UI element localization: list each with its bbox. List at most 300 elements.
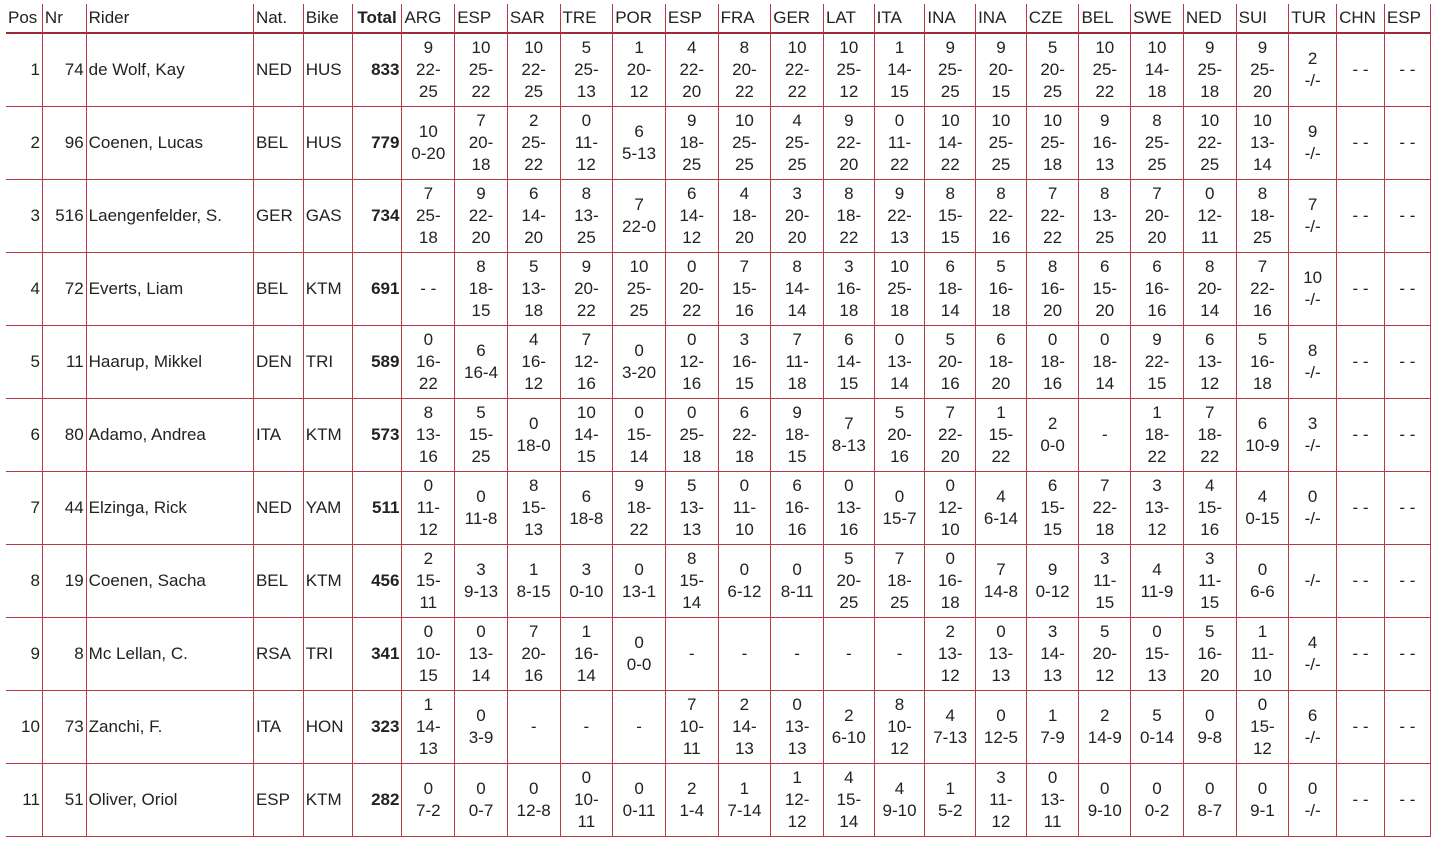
race-heat-results: 25: [890, 593, 909, 612]
header-nr[interactable]: Nr: [43, 4, 87, 34]
race-points: 10: [1303, 268, 1323, 287]
rider-name-cell[interactable]: Laengenfelder, S.: [87, 180, 254, 253]
race-heat-results: 20: [734, 228, 754, 247]
bike-brand-cell: KTM: [304, 764, 353, 837]
race-result-cell: [1131, 253, 1184, 326]
rider-number-cell: 8: [43, 618, 87, 691]
race-heat-results: 13-: [1197, 352, 1223, 371]
race-heat-results: 7-2: [416, 801, 441, 820]
race-heat-results: -: [896, 644, 903, 663]
race-points: 1: [581, 622, 592, 641]
race-points: 7: [581, 330, 592, 349]
race-result-cell: [875, 326, 926, 399]
race-result-cell: [402, 34, 455, 107]
race-points: 0: [423, 622, 434, 641]
race-heat-results: 13-: [1144, 498, 1170, 517]
race-heat-results: 20-: [1040, 60, 1065, 79]
header-race-11[interactable]: INA: [976, 4, 1027, 34]
race-points: 2: [739, 695, 750, 714]
race-heat-results: 25-: [626, 279, 652, 298]
race-result-cell: [1289, 691, 1337, 764]
rider-number-cell: 96: [43, 107, 87, 180]
rider-name-cell[interactable]: Mc Lellan, C.: [87, 618, 254, 691]
race-heat-results: 25: [471, 447, 491, 466]
race-heat-results: 14-: [784, 279, 810, 298]
race-result-cell: [1184, 253, 1237, 326]
race-heat-results: 11-: [989, 790, 1013, 809]
race-result-cell: [824, 180, 875, 253]
rider-name-cell[interactable]: Oliver, Oriol: [87, 764, 254, 837]
total-points-cell: 691: [353, 253, 403, 326]
race-points: 4: [528, 330, 539, 349]
race-points: 5: [1100, 622, 1110, 641]
race-points: 0: [1307, 487, 1318, 506]
race-heat-results: 11-: [416, 498, 440, 517]
race-result-cell: [1385, 618, 1431, 691]
race-heat-results: 14-: [574, 425, 599, 444]
race-result-cell: [719, 107, 772, 180]
bike-brand-cell: YAM: [304, 472, 353, 545]
race-result-cell: [402, 107, 455, 180]
race-heat-results: 0-20: [411, 144, 446, 163]
race-heat-results: 13: [1147, 666, 1167, 685]
race-heat-results: 18-: [836, 206, 862, 225]
race-points: 0: [581, 111, 592, 130]
race-points: 5: [844, 549, 854, 568]
race-heat-results: 16-: [574, 644, 599, 663]
rider-name-cell[interactable]: Coenen, Lucas: [87, 107, 254, 180]
race-heat-results: - -: [1399, 644, 1416, 663]
race-points: 8: [894, 695, 905, 714]
table-row: [6, 399, 1431, 472]
race-heat-results: 22-: [836, 133, 862, 152]
race-points: 0: [634, 633, 644, 652]
race-heat-results: 12: [1200, 374, 1220, 393]
race-result-cell: [455, 107, 508, 180]
race-heat-results: 20: [524, 228, 544, 247]
race-points: 10: [787, 38, 807, 57]
race-result-cell: [1385, 545, 1431, 618]
race-heat-results: 9-10: [1087, 801, 1122, 820]
race-points: 8: [423, 403, 434, 422]
race-result-cell: [508, 326, 561, 399]
race-result-cell: [508, 399, 561, 472]
rider-name-cell[interactable]: Zanchi, F.: [87, 691, 254, 764]
race-points: 0: [945, 549, 955, 568]
race-result-cell: [771, 764, 824, 837]
header-total[interactable]: Total: [353, 4, 403, 34]
race-heat-results: 14: [682, 593, 702, 612]
race-heat-results: 12: [524, 374, 544, 393]
race-result-cell: [719, 180, 772, 253]
rider-name-cell[interactable]: Haarup, Mikkel: [87, 326, 254, 399]
race-result-cell: [1337, 34, 1385, 107]
race-heat-results: 16: [576, 374, 596, 393]
race-result-cell: [666, 34, 719, 107]
header-race-14[interactable]: SWE: [1131, 4, 1184, 34]
race-heat-results: -/-: [1304, 728, 1321, 747]
race-heat-results: 22: [1200, 447, 1220, 466]
race-points: 1: [894, 38, 905, 57]
race-heat-results: 25: [940, 82, 960, 101]
race-result-cell: [1289, 764, 1337, 837]
race-heat-results: 12: [629, 82, 649, 101]
race-result-cell: [1079, 326, 1131, 399]
race-result-cell: [1237, 326, 1290, 399]
race-points: 4: [739, 184, 750, 203]
race-heat-results: 3-9: [468, 728, 494, 747]
race-heat-results: 11: [419, 593, 438, 612]
race-points: 7: [634, 195, 644, 214]
header-race-3[interactable]: TRE: [561, 4, 614, 34]
race-result-cell: [1385, 472, 1431, 545]
race-heat-results: 15: [418, 666, 438, 685]
race-heat-results: 11-: [574, 133, 599, 152]
race-result-cell: [1079, 180, 1131, 253]
race-heat-results: 13-: [887, 352, 912, 371]
race-points: 5: [528, 257, 539, 276]
race-result-cell: [1079, 472, 1131, 545]
race-heat-results: 22: [1095, 82, 1115, 101]
race-heat-results: 16: [1252, 301, 1272, 320]
rider-name-cell[interactable]: Coenen, Sacha: [87, 545, 254, 618]
race-result-cell: [508, 545, 561, 618]
race-heat-results: 16: [682, 374, 702, 393]
race-heat-results: 12-: [1197, 206, 1223, 225]
race-heat-results: 14: [1200, 301, 1220, 320]
header-race-1[interactable]: ESP: [455, 4, 508, 34]
race-result-cell: [976, 326, 1027, 399]
race-points: 7: [894, 549, 905, 568]
race-result-cell: [1385, 34, 1431, 107]
race-result-cell: [1131, 326, 1184, 399]
race-points: 4: [1205, 476, 1215, 495]
header-race-19[interactable]: ESP: [1385, 4, 1431, 34]
race-result-cell: [824, 253, 875, 326]
race-heat-results: 25-: [679, 425, 705, 444]
race-points: 0: [894, 487, 905, 506]
race-heat-results: -: [794, 644, 800, 663]
race-heat-results: 22-: [937, 425, 963, 444]
race-result-cell: [666, 691, 719, 764]
header-race-17[interactable]: TUR: [1289, 4, 1337, 34]
race-result-cell: [561, 764, 614, 837]
header-race-6[interactable]: FRA: [719, 4, 772, 34]
race-points: 7: [844, 414, 854, 433]
header-race-4[interactable]: POR: [613, 4, 666, 34]
total-points-cell: 573: [353, 399, 403, 472]
race-heat-results: 18-: [784, 425, 810, 444]
race-heat-results: 20-: [468, 133, 494, 152]
race-result-cell: [561, 618, 614, 691]
position-cell: 4: [6, 253, 43, 326]
total-points-cell: 589: [353, 326, 403, 399]
race-points: 3: [792, 184, 802, 203]
race-heat-results: 16: [524, 666, 544, 685]
race-result-cell: [976, 545, 1027, 618]
race-points: 0: [476, 622, 486, 641]
race-heat-results: 9-10: [882, 801, 917, 820]
race-heat-results: 12: [1252, 739, 1272, 758]
race-heat-results: 20-: [679, 279, 705, 298]
race-points: 8: [528, 476, 539, 495]
race-result-cell: [613, 691, 666, 764]
header-race-9[interactable]: ITA: [875, 4, 926, 34]
race-heat-results: 15: [890, 82, 909, 101]
race-points: 0: [528, 779, 539, 798]
header-rider[interactable]: Rider: [87, 4, 254, 34]
race-heat-results: 15: [471, 301, 491, 320]
race-result-cell: [976, 691, 1027, 764]
header-race-16[interactable]: SUI: [1237, 4, 1290, 34]
race-heat-results: - -: [1352, 425, 1369, 444]
race-points: 2: [844, 706, 854, 725]
race-result-cell: [771, 34, 824, 107]
bike-brand-cell: KTM: [304, 545, 353, 618]
race-heat-results: 13-: [1092, 206, 1118, 225]
header-nat[interactable]: Nat.: [254, 4, 304, 34]
race-result-cell: [824, 545, 875, 618]
race-heat-results: 15: [991, 82, 1011, 101]
race-points: 6: [581, 487, 592, 506]
bike-brand-cell: KTM: [304, 253, 353, 326]
race-heat-results: 13-: [521, 279, 546, 298]
header-race-10[interactable]: INA: [925, 4, 976, 34]
bike-brand-cell: HUS: [304, 34, 353, 107]
race-heat-results: 13-: [988, 644, 1014, 663]
race-heat-results: 16: [839, 520, 859, 539]
race-heat-results: -/-: [1304, 217, 1321, 236]
header-pos[interactable]: Pos: [6, 4, 43, 34]
race-heat-results: 13: [890, 228, 909, 247]
race-points: 7: [1152, 184, 1162, 203]
position-cell: 10: [6, 691, 43, 764]
total-points-cell: 341: [353, 618, 403, 691]
race-points: 4: [1152, 560, 1162, 579]
race-result-cell: [875, 399, 926, 472]
race-result-cell: [1237, 34, 1290, 107]
race-result-cell: [508, 691, 561, 764]
race-points: 0: [634, 560, 644, 579]
bike-brand-cell: TRI: [304, 326, 353, 399]
race-heat-results: 10-: [887, 717, 912, 736]
race-result-cell: [1337, 618, 1385, 691]
race-heat-results: 20: [787, 228, 807, 247]
race-result-cell: [1027, 691, 1080, 764]
race-result-cell: [455, 472, 508, 545]
bike-brand-cell: GAS: [304, 180, 353, 253]
bike-brand-cell: KTM: [304, 399, 353, 472]
race-heat-results: 13-: [1250, 133, 1275, 152]
race-heat-results: 12: [1095, 666, 1115, 685]
race-heat-results: 22: [1043, 228, 1063, 247]
race-result-cell: [455, 34, 508, 107]
race-points: 0: [1257, 695, 1268, 714]
race-points: 7: [687, 695, 697, 714]
race-heat-results: 12-: [784, 790, 810, 809]
race-heat-results: 15-: [1197, 498, 1223, 517]
race-result-cell: [1079, 691, 1131, 764]
race-points: 0: [1257, 560, 1268, 579]
race-result-cell: [1289, 618, 1337, 691]
race-result-cell: [719, 253, 772, 326]
race-result-cell: [1237, 618, 1290, 691]
race-result-cell: [1237, 107, 1290, 180]
race-points: 7: [1047, 184, 1058, 203]
race-points: 3: [1100, 549, 1110, 568]
race-heat-results: 0-12: [1035, 582, 1070, 601]
race-heat-results: 25-: [1197, 60, 1223, 79]
race-points: 0: [1047, 330, 1058, 349]
race-points: 10: [991, 111, 1011, 130]
race-heat-results: 0-14: [1140, 728, 1175, 747]
rider-name-cell[interactable]: Elzinga, Rick: [87, 472, 254, 545]
race-points: 1: [739, 779, 750, 798]
race-result-cell: [1385, 764, 1431, 837]
race-result-cell: [1184, 691, 1237, 764]
race-heat-results: 25-: [784, 133, 810, 152]
race-points: 6: [1100, 257, 1110, 276]
bike-brand-cell: HON: [304, 691, 353, 764]
header-race-12[interactable]: CZE: [1027, 4, 1080, 34]
race-heat-results: 11-: [1198, 571, 1222, 590]
race-result-cell: [719, 326, 772, 399]
race-result-cell: [1385, 253, 1431, 326]
race-heat-results: -/-: [1304, 801, 1321, 820]
race-points: 10: [890, 257, 909, 276]
rider-number-cell: 19: [43, 545, 87, 618]
race-heat-results: 22-0: [622, 217, 657, 236]
race-points: 2: [528, 111, 539, 130]
race-heat-results: 15: [940, 228, 960, 247]
rider-name-cell[interactable]: Adamo, Andrea: [87, 399, 254, 472]
race-result-cell: [508, 253, 561, 326]
race-heat-results: 12-: [937, 498, 963, 517]
race-result-cell: [402, 180, 455, 253]
rider-number-cell: 11: [43, 326, 87, 399]
race-heat-results: - -: [1352, 60, 1369, 79]
race-heat-results: -/-: [1304, 571, 1321, 590]
race-heat-results: 18-: [1040, 352, 1065, 371]
race-heat-results: 15: [576, 447, 596, 466]
race-points: 0: [996, 706, 1006, 725]
race-result-cell: [875, 764, 926, 837]
race-heat-results: - -: [1352, 790, 1369, 809]
race-heat-results: 25: [1252, 228, 1272, 247]
race-points: 9: [634, 476, 644, 495]
race-result-cell: [508, 764, 561, 837]
header-race-7[interactable]: GER: [771, 4, 824, 34]
race-result-cell: [1027, 326, 1080, 399]
race-result-cell: [613, 34, 666, 107]
race-result-cell: [1131, 180, 1184, 253]
race-points: 1: [792, 768, 802, 787]
race-points: 9: [844, 111, 854, 130]
header-race-2[interactable]: SAR: [508, 4, 561, 34]
race-heat-results: 20: [471, 228, 491, 247]
bike-brand-cell: TRI: [304, 618, 353, 691]
total-points-cell: 323: [353, 691, 403, 764]
race-heat-results: 13-: [836, 498, 862, 517]
race-result-cell: [1131, 399, 1184, 472]
race-result-cell: [455, 764, 508, 837]
race-heat-results: 0-10: [569, 582, 604, 601]
race-heat-results: -: [1101, 425, 1108, 444]
position-cell: 6: [6, 399, 43, 472]
race-points: 1: [1047, 706, 1058, 725]
race-result-cell: [666, 399, 719, 472]
header-race-15[interactable]: NED: [1184, 4, 1237, 34]
race-heat-results: 10: [940, 520, 960, 539]
header-race-0[interactable]: ARG: [402, 4, 455, 34]
race-heat-results: 14: [890, 374, 909, 393]
race-heat-results: 18-0: [516, 436, 551, 455]
header-race-5[interactable]: ESP: [666, 4, 719, 34]
race-heat-results: 25: [1147, 155, 1167, 174]
race-points: 6: [476, 341, 486, 360]
header-race-13[interactable]: BEL: [1079, 4, 1131, 34]
race-result-cell: [771, 545, 824, 618]
race-result-cell: [771, 180, 824, 253]
header-race-8[interactable]: LAT: [824, 4, 875, 34]
race-heat-results: 25-: [521, 133, 546, 152]
race-points: 5: [687, 476, 697, 495]
race-heat-results: 14: [576, 666, 596, 685]
race-heat-results: 25: [576, 228, 596, 247]
race-heat-results: 11-: [732, 498, 757, 517]
race-points: 0: [792, 560, 802, 579]
race-points: 1: [634, 38, 644, 57]
race-heat-results: - -: [1399, 133, 1416, 152]
race-points: 8: [687, 549, 697, 568]
race-result-cell: [925, 34, 976, 107]
race-points: 0: [581, 768, 592, 787]
race-heat-results: - -: [1352, 133, 1369, 152]
race-heat-results: 25: [991, 155, 1011, 174]
race-result-cell: [666, 107, 719, 180]
race-result-cell: [925, 107, 976, 180]
nationality-cell: RSA: [254, 618, 304, 691]
race-heat-results: 20: [940, 447, 960, 466]
race-heat-results: 18-: [937, 279, 963, 298]
race-result-cell: [1027, 472, 1080, 545]
race-heat-results: 20: [1147, 228, 1167, 247]
standings-table: [6, 4, 1431, 837]
race-result-cell: [1385, 180, 1431, 253]
table-row: [6, 326, 1431, 399]
race-points: 8: [844, 184, 854, 203]
race-points: 6: [996, 330, 1006, 349]
rider-name-cell[interactable]: Everts, Liam: [87, 253, 254, 326]
race-heat-results: 8-15: [516, 582, 551, 601]
race-result-cell: [771, 472, 824, 545]
race-heat-results: 14-: [836, 352, 862, 371]
rider-name-cell[interactable]: de Wolf, Kay: [87, 34, 254, 107]
race-heat-results: 14: [471, 666, 491, 685]
race-heat-results: 25-: [1040, 133, 1065, 152]
race-heat-results: 16-: [988, 279, 1014, 298]
race-result-cell: [613, 180, 666, 253]
race-result-cell: [1027, 764, 1080, 837]
race-heat-results: 15-: [1250, 717, 1275, 736]
race-result-cell: [925, 472, 976, 545]
race-heat-results: 18: [471, 155, 491, 174]
race-heat-results: 14: [787, 301, 807, 320]
header-bike[interactable]: Bike: [304, 4, 353, 34]
race-points: 7: [1205, 403, 1215, 422]
header-race-18[interactable]: CHN: [1337, 4, 1385, 34]
race-points: 7: [996, 560, 1006, 579]
